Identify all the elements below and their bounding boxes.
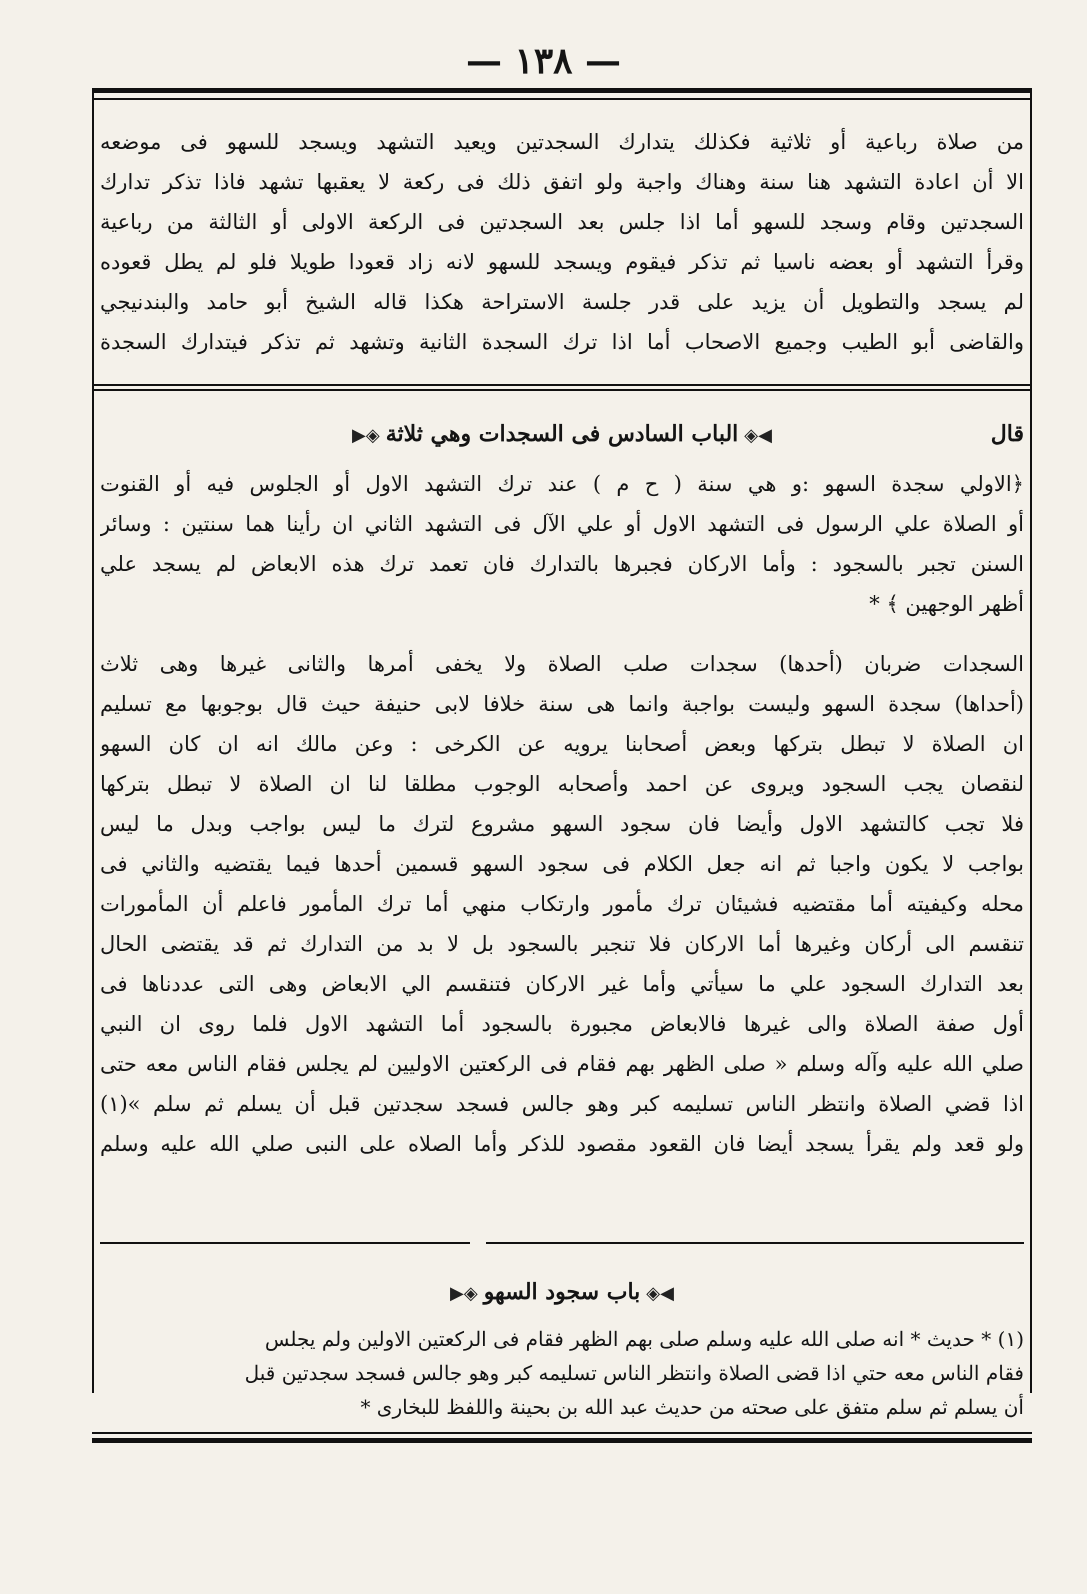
page-number: — ١٣٨ —: [465, 40, 622, 82]
text-line: محله وكيفيته أما مقتضيه فشيئان ترك مأمور وارتكاب منهي أما ترك المأمور فاعلم أن المأمورات: [100, 892, 1024, 916]
right-frame-line: [1030, 88, 1032, 1393]
top-paragraph: [100, 122, 1024, 362]
ornament-right-icon: ◈▶: [352, 425, 380, 446]
text-line: بعد التدارك السجود علي ما سيأتي وأما غير الاركان فتنقسم الي الابعاض وهى التى عددناها فى: [100, 972, 1024, 996]
text-line: وقرأ التشهد أو بعضه ناسيا ثم تذكر فيقوم ويسجد للسهو لانه زاد قعودا طويلا فلو لم يطل قعوده: [100, 250, 1024, 274]
text-line: الا أن اعادة التشهد هنا سنة وهناك واجبة ولو اتفق ذلك فى ركعة لا يعقبها تشهد فاذا تذكر تدارك: [100, 170, 1024, 194]
ornament-right-icon: ◈▶: [450, 1283, 478, 1304]
section-title: الباب السادس فى السجدات وهي ثلاثة: [385, 421, 739, 447]
text-line: أول صفة الصلاة والى غيرها فالابعاض مجبورة بالسجود أما التشهد الاول فلما روى ان النبي: [100, 1012, 1024, 1036]
footnote-divider-right: [486, 1242, 1024, 1244]
section-title-wrapper: [100, 412, 1024, 458]
text-line: اذا قضي الصلاة وانتظر الناس تسليمه كبر وهو جالس فسجد سجدتين قبل أن يسلم ثم سلم »(١): [100, 1092, 1024, 1116]
text-line: تنقسم الى أركان وغيرها أما الاركان فلا تنجبر بالسجود بل لا بد من التدارك ثم قد يقتضى الحال: [100, 932, 1024, 956]
text-line: (أحداها) سجدة السهو وليست بواجبة وانما هى سنة خلافا لابى حنيفة حيث قال بوجوبها مع تسليم: [100, 692, 1024, 716]
text-line: ولو قعد ولم يقرأ يسجد أيضا فان القعود مقصود للذكر وأما الصلاه على النبى صلي الله عليه وسلم: [100, 1132, 1024, 1156]
ornament-left-icon: ◀◈: [744, 425, 772, 446]
footnote-line: أن يسلم ثم سلم متفق على صحته من حديث عبد الله بن بحينة واللفظ للبخارى *: [360, 1395, 1024, 1419]
text-line: السجدات ضربان (أحدها) سجدات صلب الصلاة ولا يخفى أمرها والثانى غيرها وهى ثلاث: [100, 652, 1024, 676]
footnote-heading: [100, 1270, 1024, 1314]
footnote-line: فقام الناس معه حتي اذا قضى الصلاة وانتظر الناس تسليمه كبر وهو جالس فسجد سجدتين قبل: [244, 1361, 1024, 1385]
qala-label: قال: [990, 421, 1024, 447]
text-line: بواجب لا يكون واجبا ثم انه جعل الكلام فى سجود السهو قسمين أحدها فيما يقتضيه والثاني فى: [100, 852, 1024, 876]
ornament-left-icon: ◀◈: [646, 1283, 674, 1304]
matn-paragraph: [100, 464, 1024, 624]
text-line: السجدتين وقام وسجد للسهو أما اذا جلس بعد السجدتين فى الركعة الاولى أو الثالثة من رباعية: [100, 210, 1024, 234]
top-inner-rule: [92, 98, 1032, 100]
footnote-line: (١) * حديث * انه صلى الله عليه وسلم صلى بهم الظهر فقام فى الركعتين الاولين ولم يجلس: [264, 1327, 1024, 1351]
footnote-divider-left: [100, 1242, 470, 1244]
sharh-paragraph: [100, 644, 1024, 1164]
top-double-rule: [92, 88, 1032, 93]
section-divider-inner: [92, 389, 1032, 391]
text-line: صلي الله عليه وآله وسلم « صلى الظهر بهم فقام فى الركعتين الاوليين لم يجلس فقام الناس معه حتى: [100, 1052, 1024, 1076]
text-line: والقاضى أبو الطيب وجميع الاصحاب أما اذا ترك السجدة الثانية وتشهد ثم تذكر فيتدارك السجدة: [100, 330, 1024, 354]
bottom-inner-rule: [92, 1432, 1032, 1434]
footnote-title: باب سجود السهو: [483, 1279, 641, 1305]
bottom-double-rule: [92, 1438, 1032, 1443]
footnote: [100, 1322, 1024, 1424]
text-line: أظهر الوجهين ﴾ *: [869, 592, 1024, 616]
footnote-title-wrapper: [100, 1270, 1024, 1316]
text-line: من صلاة رباعية أو ثلاثية فكذلك يتدارك السجدتين ويعيد التشهد ويسجد للسهو فى موضعه: [100, 130, 1024, 154]
text-line: ﴿الاولي سجدة السهو :و هي سنة ( ح م ) عند ترك التشهد الاول أو الجلوس فيه أو القنوت: [100, 472, 1024, 496]
text-line: فلا تجب كالتشهد الاول وأيضا فان سجود السهو مشروع لترك ما ليس بواجب وبدل ما ليس: [100, 812, 1024, 836]
text-line: أو الصلاة علي الرسول فى التشهد الاول أو علي الآل فى التشهد الثاني ان رأينا هما سنتين : وسائر: [100, 512, 1024, 536]
left-frame-line: [92, 88, 94, 1393]
text-line: لنقصان يجب السجود ويروى عن احمد وأصحابه الوجوب مطلقا لنا ان الصلاة لا تبطل بتركها: [100, 772, 1024, 796]
section-divider: [92, 384, 1032, 386]
text-line: لم يسجد والتطويل أن يزيد على قدر جلسة الاستراحة هكذا قاله الشيخ أبو حامد والبندنيجي: [100, 290, 1024, 314]
text-line: ان الصلاة لا تبطل بتركها وبعض أصحابنا يرويه عن الكرخى : وعن مالك انه ان كان السهو: [100, 732, 1024, 756]
text-line: السنن تجبر بالسجود : وأما الاركان فجبرها بالتدارك فان تعمد ترك هذه الابعاض لم يسجد علي: [100, 552, 1024, 576]
section-heading: [100, 412, 1024, 456]
